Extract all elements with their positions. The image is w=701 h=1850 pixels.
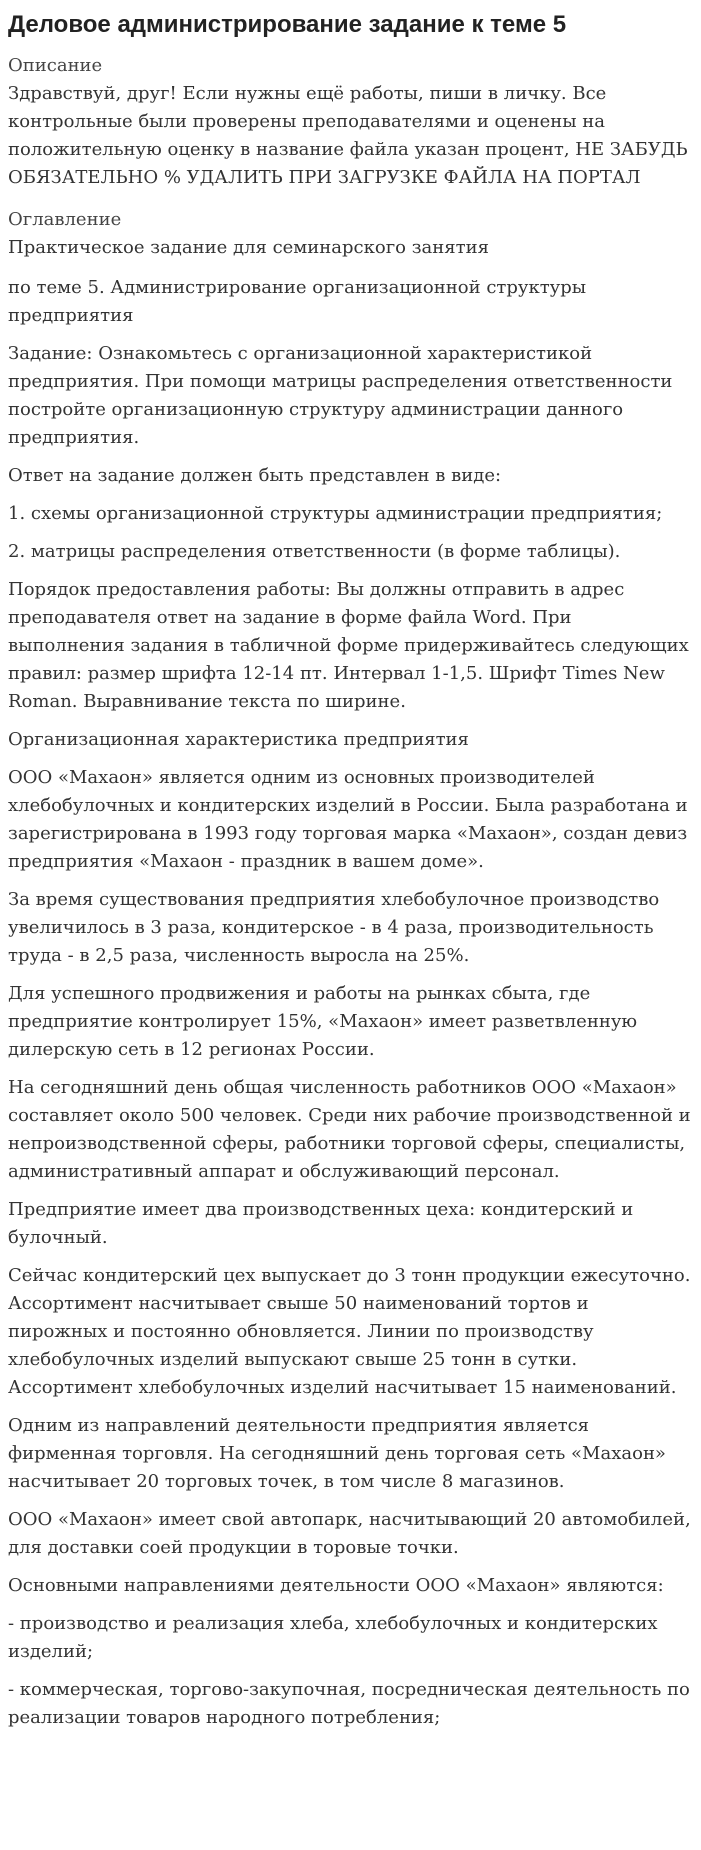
description-section bbox=[8, 52, 691, 192]
paragraph: 2. матрицы распределения ответственности (в форме таблицы). bbox=[8, 541, 621, 562]
toc-label: Оглавление bbox=[8, 209, 122, 230]
paragraph: Задание: Ознакомьтесь с организационной характеристикой предприятия. При помощи матрицы распределения ответственности постройте организационную структуру администрации данного предприятия. bbox=[8, 343, 673, 448]
paragraph: Ответ на задание должен быть представлен в виде: bbox=[8, 465, 502, 486]
paragraph: На сегодняшний день общая численность работников ООО «Махаон» составляет около 500 человек. Среди них рабочие производственной и непроизводственной сферы, работники торговой сферы, специалисты, административный аппарат и обслуживающий персонал. bbox=[8, 1077, 691, 1182]
paragraph: Предприятие имеет два производственных цеха: кондитерский и булочный. bbox=[8, 1199, 634, 1248]
page-title: Деловое администрирование задание к теме 5 bbox=[8, 11, 567, 38]
paragraph: За время существования предприятия хлебобулочное производство увеличилось в 3 раза, кондитерское - в 4 раза, производительность труда - в 2,5 раза, численность выросла на 25%. bbox=[8, 889, 660, 966]
body-text bbox=[8, 274, 691, 1732]
paragraph: ООО «Махаон» имеет свой автопарк, насчитывающий 20 автомобилей, для доставки соей продукции в торовые точки. bbox=[8, 1509, 691, 1558]
toc-section bbox=[8, 206, 691, 262]
description-label: Описание bbox=[8, 55, 103, 76]
paragraph: Основными направлениями деятельности ООО «Махаон» являются: bbox=[8, 1575, 664, 1596]
paragraph: Для успешного продвижения и работы на рынках сбыта, где предприятие контролирует 15%, «Махаон» имеет разветвленную дилерскую сеть в 12 регионах России. bbox=[8, 983, 638, 1060]
paragraph: по теме 5. Администрирование организационной структуры предприятия bbox=[8, 277, 587, 326]
paragraph: - коммерческая, торгово-закупочная, посредническая деятельность по реализации товаров народного потребления; bbox=[8, 1679, 690, 1728]
paragraph: - производство и реализация хлеба, хлебобулочных и кондитерских изделий; bbox=[8, 1613, 658, 1662]
paragraph: 1. схемы организационной структуры администрации предприятия; bbox=[8, 503, 663, 524]
paragraph: Одним из направлений деятельности предприятия является фирменная торговля. На сегодняшний день торговая сеть «Махаон» насчитывает 20 торговых точек, в том числе 8 магазинов. bbox=[8, 1415, 666, 1492]
description-text: Здравствуй, друг! Если нужны ещё работы, пиши в личку. Все контрольные были проверены преподавателями и оценены на положительную оценку в название файла указан процент, НЕ ЗАБУДЬ ОБЯЗАТЕЛЬНО % УДАЛИТЬ ПРИ ЗАГРУЗКЕ ФАЙЛА НА ПОРТАЛ bbox=[8, 83, 688, 188]
paragraph: ООО «Махаон» является одним из основных производителей хлебобулочных и кондитерских изделий в России. Была разработана и зарегистрирована в 1993 году торговая марка «Махаон», создан девиз предприятия «Махаон - праздник в вашем доме». bbox=[8, 767, 688, 872]
toc-text: Практическое задание для семинарского занятия bbox=[8, 237, 489, 258]
paragraph: Сейчас кондитерский цех выпускает до 3 тонн продукции ежесуточно. Ассортимент насчитывает свыше 50 наименований тортов и пирожных и постоянно обновляется. Линии по производству хлебобулочных изделий выпускают свыше 25 тонн в сутки. Ассортимент хлебобулочных изделий насчитывает 15 наименований. bbox=[8, 1265, 691, 1398]
paragraph: Порядок предоставления работы: Вы должны отправить в адрес преподавателя ответ на задание в форме файла Word. При выполнения задания в табличной форме придерживайтесь следующих правил: размер шрифта 12-14 пт. Интервал 1-1,5. Шрифт Times New Roman. Выравнивание текста по ширине. bbox=[8, 579, 689, 712]
paragraph: Организационная характеристика предприятия bbox=[8, 729, 469, 750]
